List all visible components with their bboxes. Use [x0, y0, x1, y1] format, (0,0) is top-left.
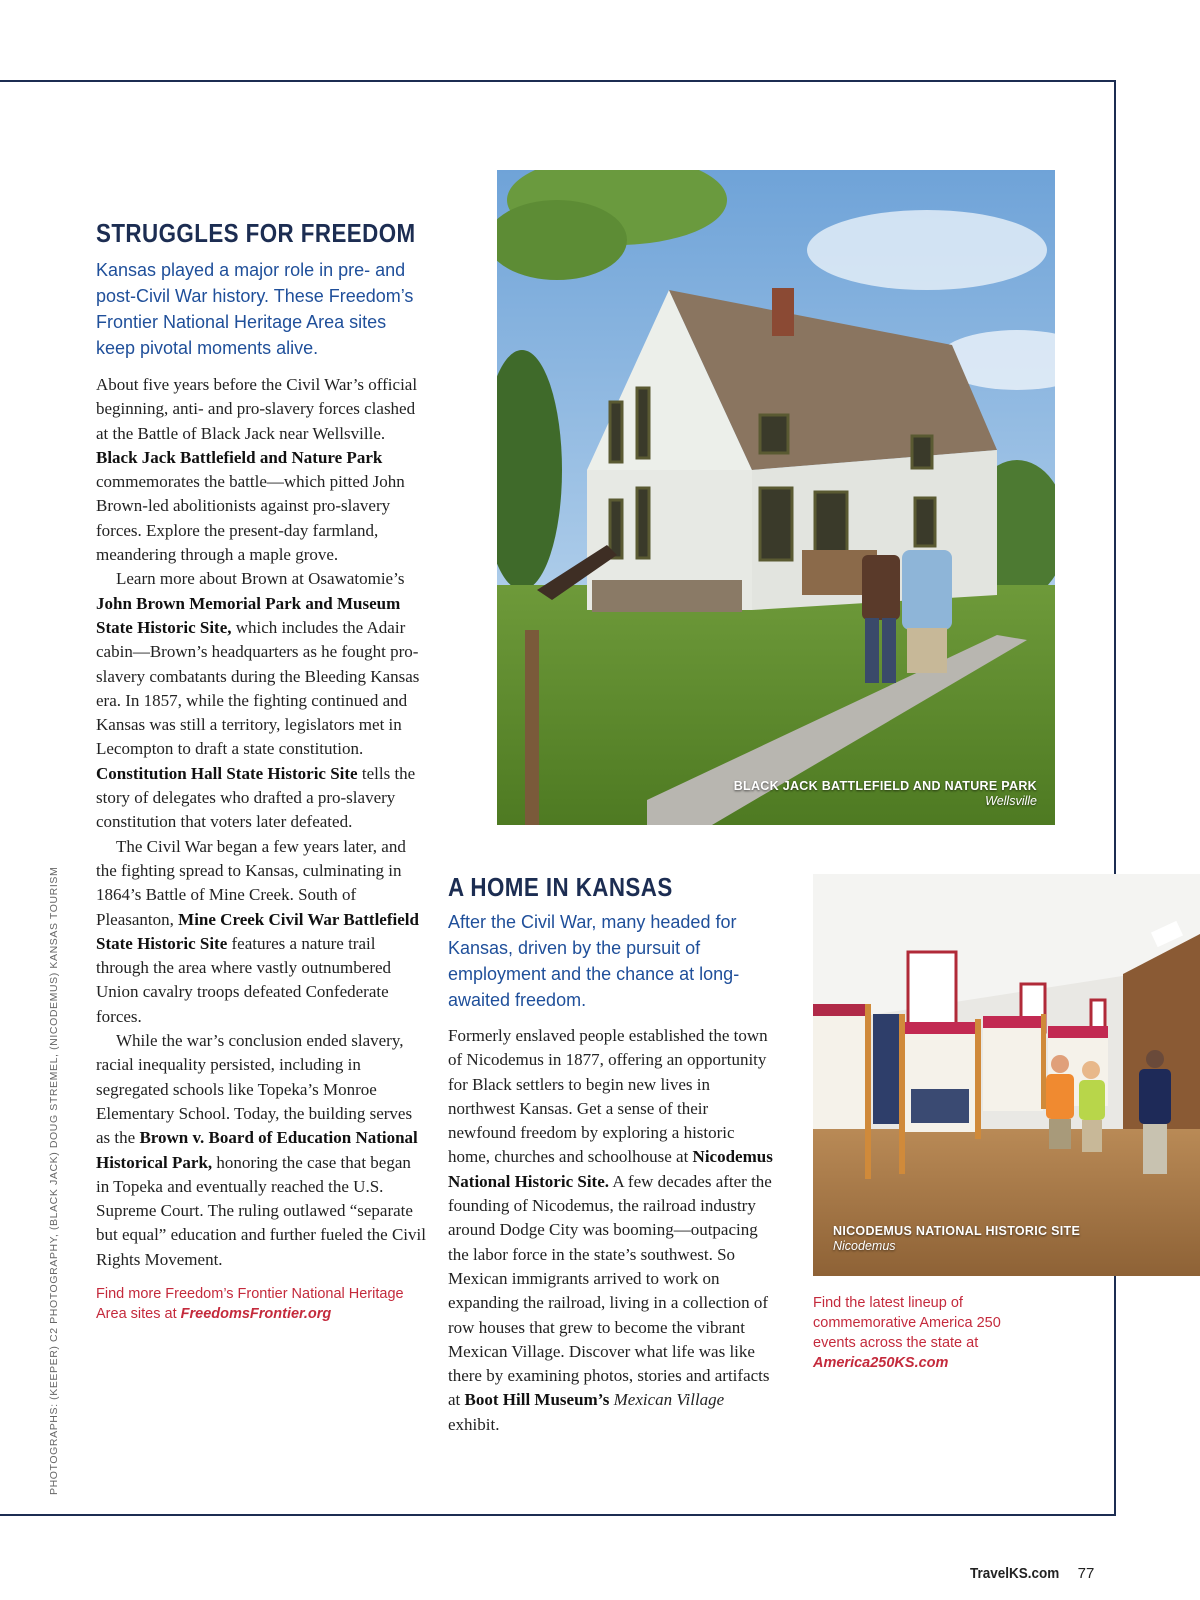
freedoms-frontier-link[interactable]: FreedomsFrontier.org	[180, 1305, 332, 1322]
home-section	[448, 872, 778, 1437]
struggles-section	[96, 218, 426, 1324]
page-number: 77	[1077, 1565, 1095, 1582]
struggles-paragraph-4: While the war’s conclusion ended slavery, racial inequality persisted, including in segregated schools like Topeka’s Monroe Elementary School. Today, the building serves as the Brown v. Board of Education National Historical Park, honoring the case that began in Topeka and eventually reached the U.S. Supreme Court. The ruling outlawed “separate but equal” education and further fueled the Civil Rights Movement.	[96, 1031, 426, 1269]
america-250-cta: Find the latest lineup of commemorative America 250 events across the state at America250KS.com	[813, 1295, 1001, 1371]
page-footer	[970, 1565, 1094, 1583]
black-jack-caption-location: Wellsville	[985, 794, 1037, 808]
struggles-paragraph-3: The Civil War began a few years later, and the fighting spread to Kansas, culminating in 1864’s Battle of Mine Creek. South of Pleasanton, Mine Creek Civil War Battlefield State Historic Site features a nature trail through the area where vastly outnumbered Union cavalry troops defeated Confederate forces.	[96, 836, 419, 1026]
exhibit-illustration	[813, 874, 1200, 1276]
site-name-black-jack: Black Jack Battlefield and Nature Park	[96, 447, 383, 467]
home-body	[448, 1024, 778, 1437]
site-name-brown-v-board: Brown v. Board of Education National Historical Park,	[96, 1128, 418, 1172]
black-jack-caption	[734, 779, 1037, 809]
frame-top-rule	[0, 80, 1116, 82]
struggles-body	[96, 373, 426, 1272]
farmhouse-illustration	[497, 170, 1055, 825]
black-jack-photo	[497, 170, 1055, 825]
america-250-link[interactable]: America250KS.com	[813, 1355, 949, 1371]
nicodemus-caption-title: NICODEMUS NATIONAL HISTORIC SITE	[833, 1224, 1081, 1238]
home-title: A HOME IN KANSAS	[448, 872, 673, 902]
frame-right-rule	[1114, 80, 1116, 1516]
nicodemus-photo	[813, 874, 1200, 1276]
site-name-nicodemus: Nicodemus National Historic Site.	[448, 1147, 773, 1191]
struggles-deck: Kansas played a major role in pre- and post-Civil War history. These Freedom’s Frontier National Heritage Area sites keep pivotal moments alive.	[96, 260, 414, 358]
site-name-constitution-hall: Constitution Hall State Historic Site	[96, 763, 358, 783]
struggles-paragraph-2: Learn more about Brown at Osawatomie’s John Brown Memorial Park and Museum State Historic Site, which includes the Adair cabin—Brown’s headquarters as he fought pro-slavery combatants during the Bleeding Kansas era. In 1857, while the fighting continued and Kansas was still a territory, legislators met in Lecompton to draft a state constitution. Constitution Hall State Historic Site tells the story of delegates who drafted a pro-slavery constitution that voters later defeated.	[96, 569, 420, 832]
site-name-boot-hill: Boot Hill Museum’s	[464, 1390, 610, 1410]
exhibit-name: Mexican Village	[613, 1390, 725, 1410]
struggles-paragraph-1: About five years before the Civil War’s official beginning, anti- and pro-slavery forces clashed at the Battle of Black Jack near Wellsville. Black Jack Battlefield and Nature Park commemorates the battle—which pitted John Brown-led abolitionists against pro-slavery forces. Explore the present-day farmland, meandering through a maple grove.	[96, 375, 418, 565]
freedoms-frontier-cta: Find more Freedom’s Frontier National Heritage Area sites at FreedomsFrontier.org	[96, 1285, 404, 1322]
nicodemus-caption-location: Nicodemus	[833, 1239, 896, 1253]
struggles-title: STRUGGLES FOR FREEDOM	[96, 218, 416, 248]
home-deck: After the Civil War, many headed for Kansas, driven by the pursuit of employment and the chance at long-awaited freedom.	[448, 912, 740, 1010]
site-name-john-brown: John Brown Memorial Park and Museum State Historic Site,	[96, 593, 401, 637]
nicodemus-caption	[833, 1224, 1080, 1254]
photo-credit: PHOTOGRAPHS: (KEEPER) C2 PHOTOGRAPHY, (BLACK JACK) DOUG STREMEL, (NICODEMUS) KANSAS TOURISM	[48, 866, 60, 1495]
site-name-mine-creek: Mine Creek Civil War Battlefield State Historic Site	[96, 909, 419, 953]
footer-website[interactable]: TravelKS.com	[970, 1565, 1060, 1582]
black-jack-caption-title: BLACK JACK BATTLEFIELD AND NATURE PARK	[733, 779, 1037, 793]
frame-bottom-rule	[0, 1514, 1116, 1516]
home-paragraph-1: Formerly enslaved people established the town of Nicodemus in 1877, offering an opportunity for Black settlers to begin new lives in northwest Kansas. Get a sense of their newfound freedom by exploring a historic home, churches and schoolhouse at Nicodemus National Historic Site. A few decades after the founding of Nicodemus, the railroad industry around Dodge City was booming—outpacing the labor force in the state’s southwest. So Mexican immigrants arrived to work on expanding the railroad, living in a collection of row houses that grew to become the vibrant Mexican Village. Discover what life was like there by examining photos, stories and artifacts at Boot Hill Museum’s Mexican Village exhibit.	[448, 1026, 773, 1434]
